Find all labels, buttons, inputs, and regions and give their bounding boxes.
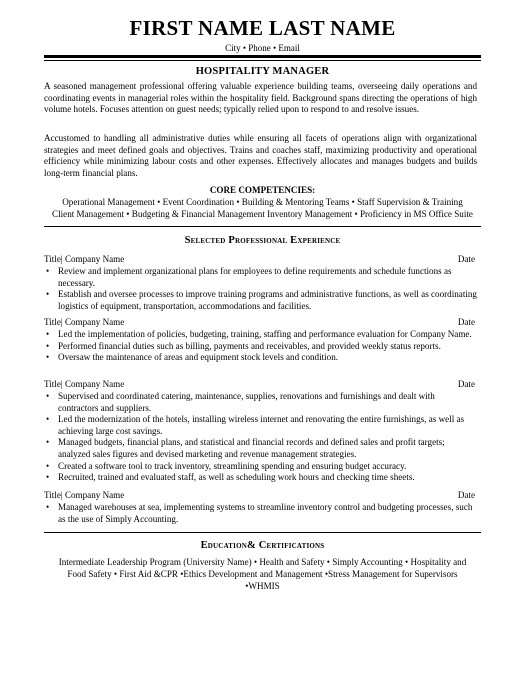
list-item: • Managed warehouses at sea, implementing systems to streamline inventory control and budgeting processes, such as the use of Simply Accounting.	[44, 502, 477, 525]
job-title-company: Title| Company Name	[44, 379, 125, 389]
list-item: • Review and implement organizational plans for employees to define requirements and schedule functions as necessary.	[44, 266, 477, 289]
education-divider	[44, 532, 481, 533]
job-date: Date	[457, 254, 475, 264]
competencies-line-2: Client Management • Budgeting & Financial Management Inventory Management • Proficiency in MS Office Suite	[52, 209, 473, 219]
candidate-name: FIRST NAME LAST NAME	[129, 16, 396, 40]
headline-title: HOSPITALITY MANAGER	[195, 66, 330, 77]
summary-paragraph-2: Accustomed to handling all administrative duties while ensuring all facets of operations align with organizational strategies and meet defined goals and objectives. Trains and coaches staff, maximizing productivity and operational efficiency while minimizing labour costs and other expenses. Effectively allocates and manages budgets and builds long-term financial plans.	[44, 133, 477, 178]
job-date: Date	[457, 490, 475, 500]
header-divider-thin	[44, 60, 481, 61]
list-item: • Managed budgets, financial plans, and statistical and financial records and defined sales and profit targets; analyzed sales figures and devised marketing and revenue management strategies.	[44, 437, 477, 460]
list-item: • Created a software tool to track inventory, streamlining spending and ensuring budget accuracy.	[44, 461, 477, 473]
job-bullet-list	[44, 391, 477, 484]
competencies-title: CORE COMPETENCIES:	[209, 185, 316, 195]
job-heading	[44, 317, 475, 329]
education-title: Education& Certifications	[200, 540, 325, 551]
list-item: • Led the implementation of policies, budgeting, training, staffing and performance evaluation for Company Name.	[44, 329, 477, 341]
summary-paragraph-1: A seasoned management professional offering valuable experience building teams, overseeing daily operations and coordinating events in managerial roles within the hospitality field. Background spans directing the operations of high volume hotels. Focuses attention on guest needs; typically relied upon to respond to and resolve issues.	[44, 81, 477, 115]
list-item: • Recruited, trained and evaluated staff, as well as scheduling work hours and checking time sheets.	[44, 472, 477, 484]
education-line-3: •WHMIS	[245, 581, 280, 591]
job-date: Date	[457, 379, 475, 389]
education-line-2: Food Safety • First Aid &CPR •Ethics Development and Management •Stress Management for Supervisors	[67, 569, 458, 579]
list-item: • Supervised and coordinated catering, maintenance, supplies, renovations and furnishings and dealt with contractors and suppliers.	[44, 391, 477, 414]
job-date: Date	[457, 317, 475, 327]
job-bullet-list	[44, 266, 477, 312]
job-heading	[44, 490, 475, 502]
list-item: • Oversaw the maintenance of areas and equipment stock levels and condition.	[44, 352, 477, 364]
job-title-company: Title| Company Name	[44, 490, 125, 500]
job-bullet-list	[44, 329, 477, 364]
experience-divider	[44, 226, 481, 227]
job-heading	[44, 254, 475, 266]
experience-title: Selected Professional Experience	[184, 235, 341, 246]
job-bullet-list	[44, 502, 477, 525]
list-item: • Performed financial duties such as billing, payments and receivables, and provided weekly status reports.	[44, 341, 477, 353]
job-title-company: Title| Company Name	[44, 254, 125, 264]
education-line-1: Intermediate Leadership Program (University Name) • Health and Safety • Simply Accounting • Hospitality and	[58, 557, 467, 567]
header-divider-thick	[44, 55, 481, 58]
competencies-line-1: Operational Management • Event Coordination • Building & Mentoring Teams • Staff Supervision & Training	[62, 197, 463, 207]
job-title-company: Title| Company Name	[44, 317, 125, 327]
list-item: • Establish and oversee processes to improve training programs and administrative functions, as well as coordinating logistics of equipment, transportation, accommodations and facilities.	[44, 289, 477, 312]
list-item: • Led the modernization of the hotels, installing wireless internet and renovating the entire furnishings, as well as achieving large cost savings.	[44, 414, 477, 437]
job-heading	[44, 379, 475, 391]
contact-line: City • Phone • Email	[225, 43, 300, 53]
